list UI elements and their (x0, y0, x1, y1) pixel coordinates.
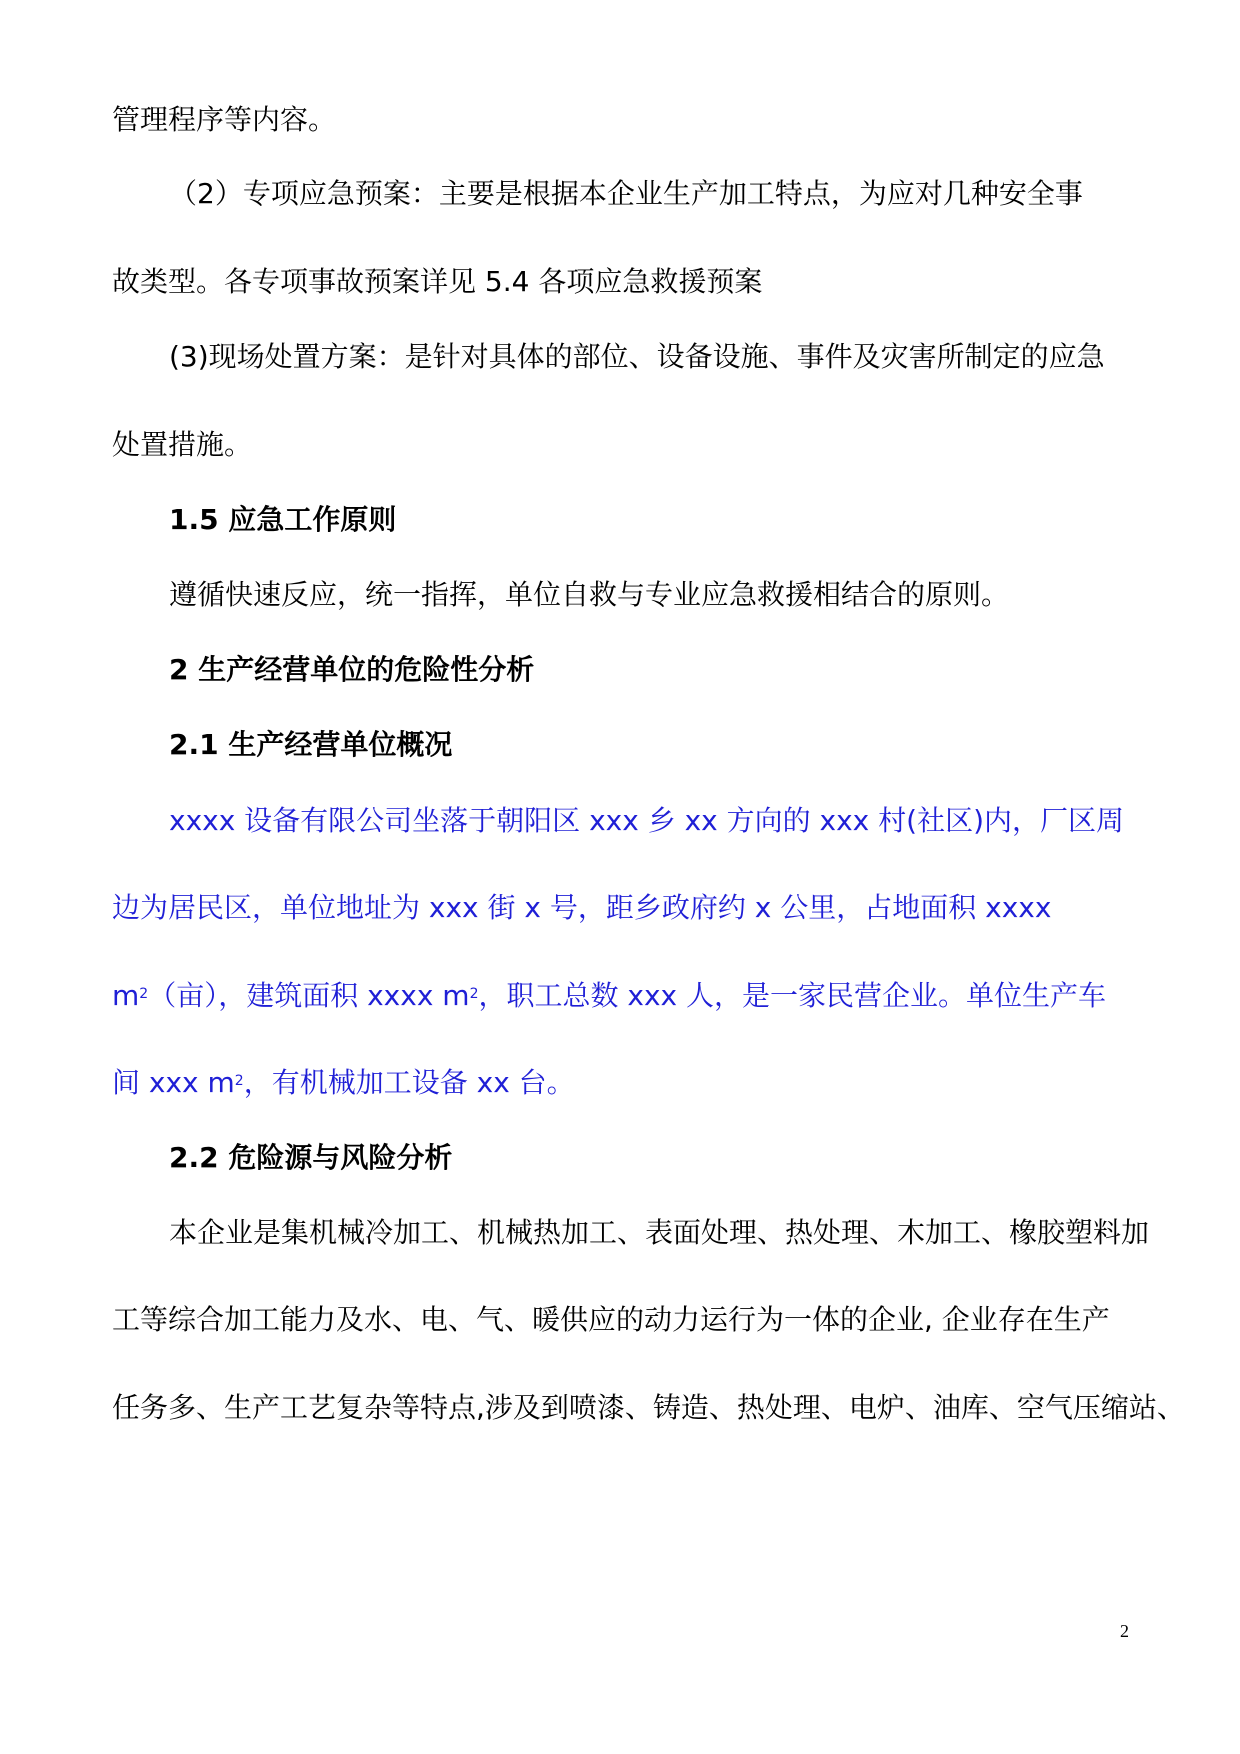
text-run: ，职工总数 xxx 人，是一家民营企业。单位生产车 (478, 979, 1106, 1012)
paragraph-line: 本企业是集机械冷加工、机械热加工、表面处理、热处理、木加工、橡胶塑料加 (169, 1216, 1150, 1249)
superscript: 2 (139, 986, 149, 1002)
section-heading: 2.1 生产经营单位概况 (169, 728, 453, 761)
paragraph-line: 边为居民区，单位地址为 xxx 街 x 号，距乡政府约 x 公里，占地面积 xxxx (112, 891, 1052, 924)
text-run: （亩），建筑面积 xxxx m (148, 979, 470, 1012)
section-heading: 2.2 危险源与风险分析 (169, 1141, 453, 1174)
section-heading: 1.5 应急工作原则 (169, 503, 397, 536)
paragraph-line (112, 976, 1140, 1016)
section-heading: 2 生产经营单位的危险性分析 (169, 653, 535, 686)
paragraph-line: 遵循快速反应，统一指挥，单位自救与专业应急救援相结合的原则。 (169, 578, 1010, 611)
text-run: 间 xxx m (112, 1066, 235, 1099)
page-number: 2 (1120, 1621, 1129, 1641)
paragraph-line: 处置措施。 (112, 428, 253, 461)
superscript: 2 (469, 986, 479, 1002)
paragraph-line: (3)现场处置方案：是针对具体的部位、设备设施、事件及灾害所制定的应急 (169, 340, 1105, 373)
paragraph-line: 管理程序等内容。 (112, 103, 337, 136)
paragraph-line (112, 1063, 1140, 1103)
paragraph-line: （2）专项应急预案：主要是根据本企业生产加工特点，为应对几种安全事 (169, 177, 1083, 210)
paragraph-line: xxxx 设备有限公司坐落于朝阳区 xxx 乡 xx 方向的 xxx 村(社区)内，厂区周 (169, 804, 1124, 837)
superscript: 2 (234, 1073, 244, 1089)
paragraph-line: 工等综合加工能力及水、电、气、暖供应的动力运行为一体的企业, 企业存在生产 (112, 1303, 1110, 1336)
paragraph-line: 任务多、生产工艺复杂等特点,涉及到喷漆、铸造、热处理、电炉、油库、空气压缩站、 (112, 1391, 1185, 1424)
text-run: m (112, 979, 140, 1012)
paragraph-line: 故类型。各专项事故预案详见 5.4 各项应急救援预案 (112, 265, 763, 298)
text-run: ，有机械加工设备 xx 台。 (243, 1066, 575, 1099)
